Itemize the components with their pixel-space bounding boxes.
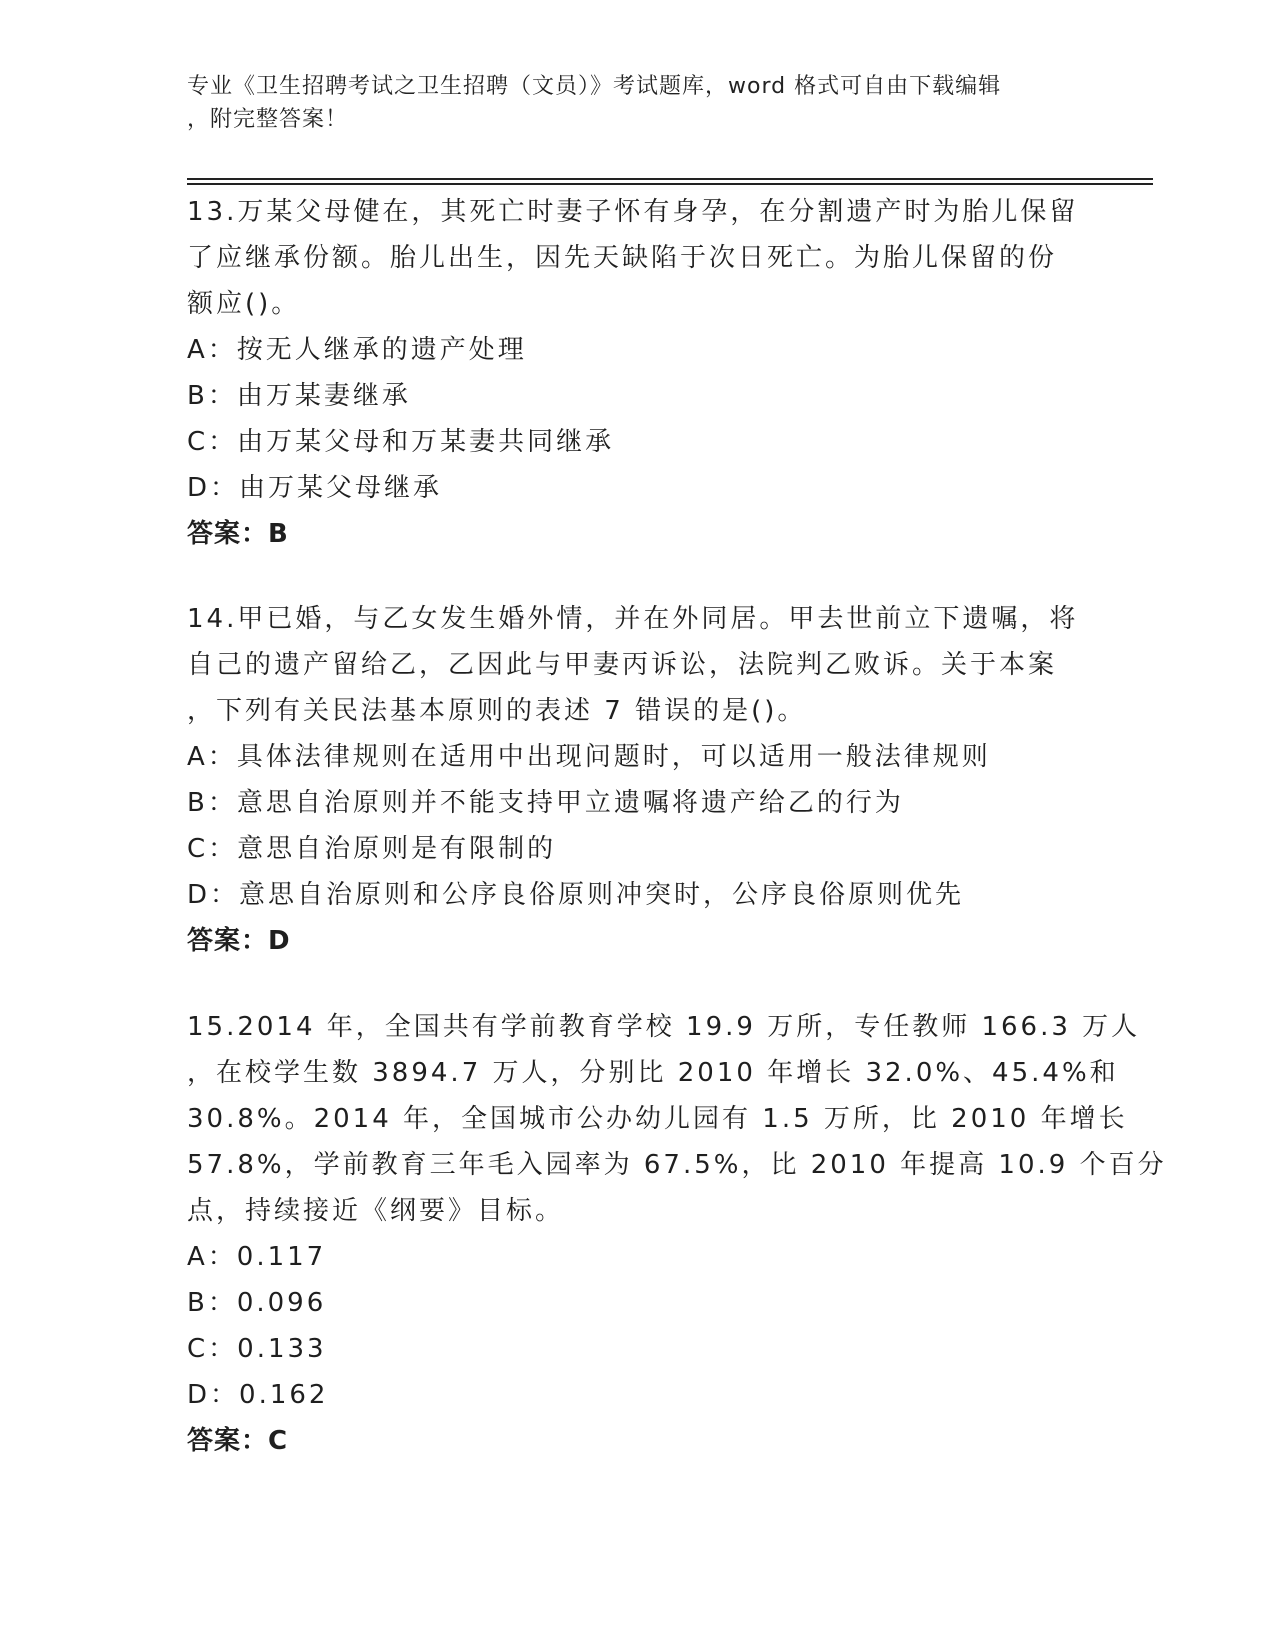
question-stem bbox=[187, 1004, 1167, 1234]
option-d: D：意思自治原则和公序良俗原则冲突时，公序良俗原则优先 bbox=[187, 880, 965, 910]
header-divider-top bbox=[187, 178, 1153, 180]
question-14 bbox=[187, 596, 1087, 964]
stem-line: ，下列有关民法基本原则的表述 7 错误的是()。 bbox=[187, 696, 807, 726]
option-d: D：由万某父母继承 bbox=[187, 473, 443, 503]
option-c: C：意思自治原则是有限制的 bbox=[187, 834, 557, 864]
option-a: A：按无人继承的遗产处理 bbox=[187, 335, 527, 365]
answer-label: 答案：B bbox=[187, 519, 289, 549]
option-b: B：由万某妻继承 bbox=[187, 381, 411, 411]
stem-line: 了应继承份额。胎儿出生，因先天缺陷于次日死亡。为胎儿保留的份 bbox=[187, 243, 1058, 273]
stem-line: 14.甲已婚，与乙女发生婚外情，并在外同居。甲去世前立下遗嘱，将 bbox=[187, 604, 1079, 634]
question-13 bbox=[187, 189, 1087, 557]
option-c: C：由万某父母和万某妻共同继承 bbox=[187, 427, 615, 457]
question-stem bbox=[187, 189, 1087, 327]
option-a: A：具体法律规则在适用中出现问题时，可以适用一般法律规则 bbox=[187, 742, 991, 772]
option-b: B：意思自治原则并不能支持甲立遗嘱将遗产给乙的行为 bbox=[187, 788, 904, 818]
stem-line: 30.8%。2014 年，全国城市公办幼儿园有 1.5 万所，比 2010 年增长 bbox=[187, 1104, 1128, 1134]
stem-line: 额应()。 bbox=[187, 289, 301, 319]
header-divider-bottom bbox=[187, 183, 1153, 185]
option-b: B：0.096 bbox=[187, 1288, 327, 1318]
document-header bbox=[187, 70, 1067, 136]
answer-label: 答案：D bbox=[187, 926, 291, 956]
question-15 bbox=[187, 1004, 1167, 1464]
stem-line: 点，持续接近《纲要》目标。 bbox=[187, 1196, 565, 1226]
option-c: C：0.133 bbox=[187, 1334, 327, 1364]
stem-line: 13.万某父母健在，其死亡时妻子怀有身孕，在分割遗产时为胎儿保留 bbox=[187, 197, 1079, 227]
stem-line: 自己的遗产留给乙，乙因此与甲妻丙诉讼，法院判乙败诉。关于本案 bbox=[187, 650, 1058, 680]
stem-line: ，在校学生数 3894.7 万人，分别比 2010 年增长 32.0%、45.4%和 bbox=[187, 1058, 1119, 1088]
option-d: D：0.162 bbox=[187, 1380, 329, 1410]
header-line-2: ，附完整答案！ bbox=[187, 107, 349, 132]
answer-label: 答案：C bbox=[187, 1426, 289, 1456]
header-line-1: 专业《卫生招聘考试之卫生招聘（文员）》考试题库，word 格式可自由下载编辑 bbox=[187, 74, 1002, 99]
option-a: A：0.117 bbox=[187, 1242, 327, 1272]
stem-line: 15.2014 年，全国共有学前教育学校 19.9 万所，专任教师 166.3 万人 bbox=[187, 1012, 1141, 1042]
question-stem bbox=[187, 596, 1087, 734]
stem-line: 57.8%，学前教育三年毛入园率为 67.5%，比 2010 年提高 10.9 个百分 bbox=[187, 1150, 1167, 1180]
